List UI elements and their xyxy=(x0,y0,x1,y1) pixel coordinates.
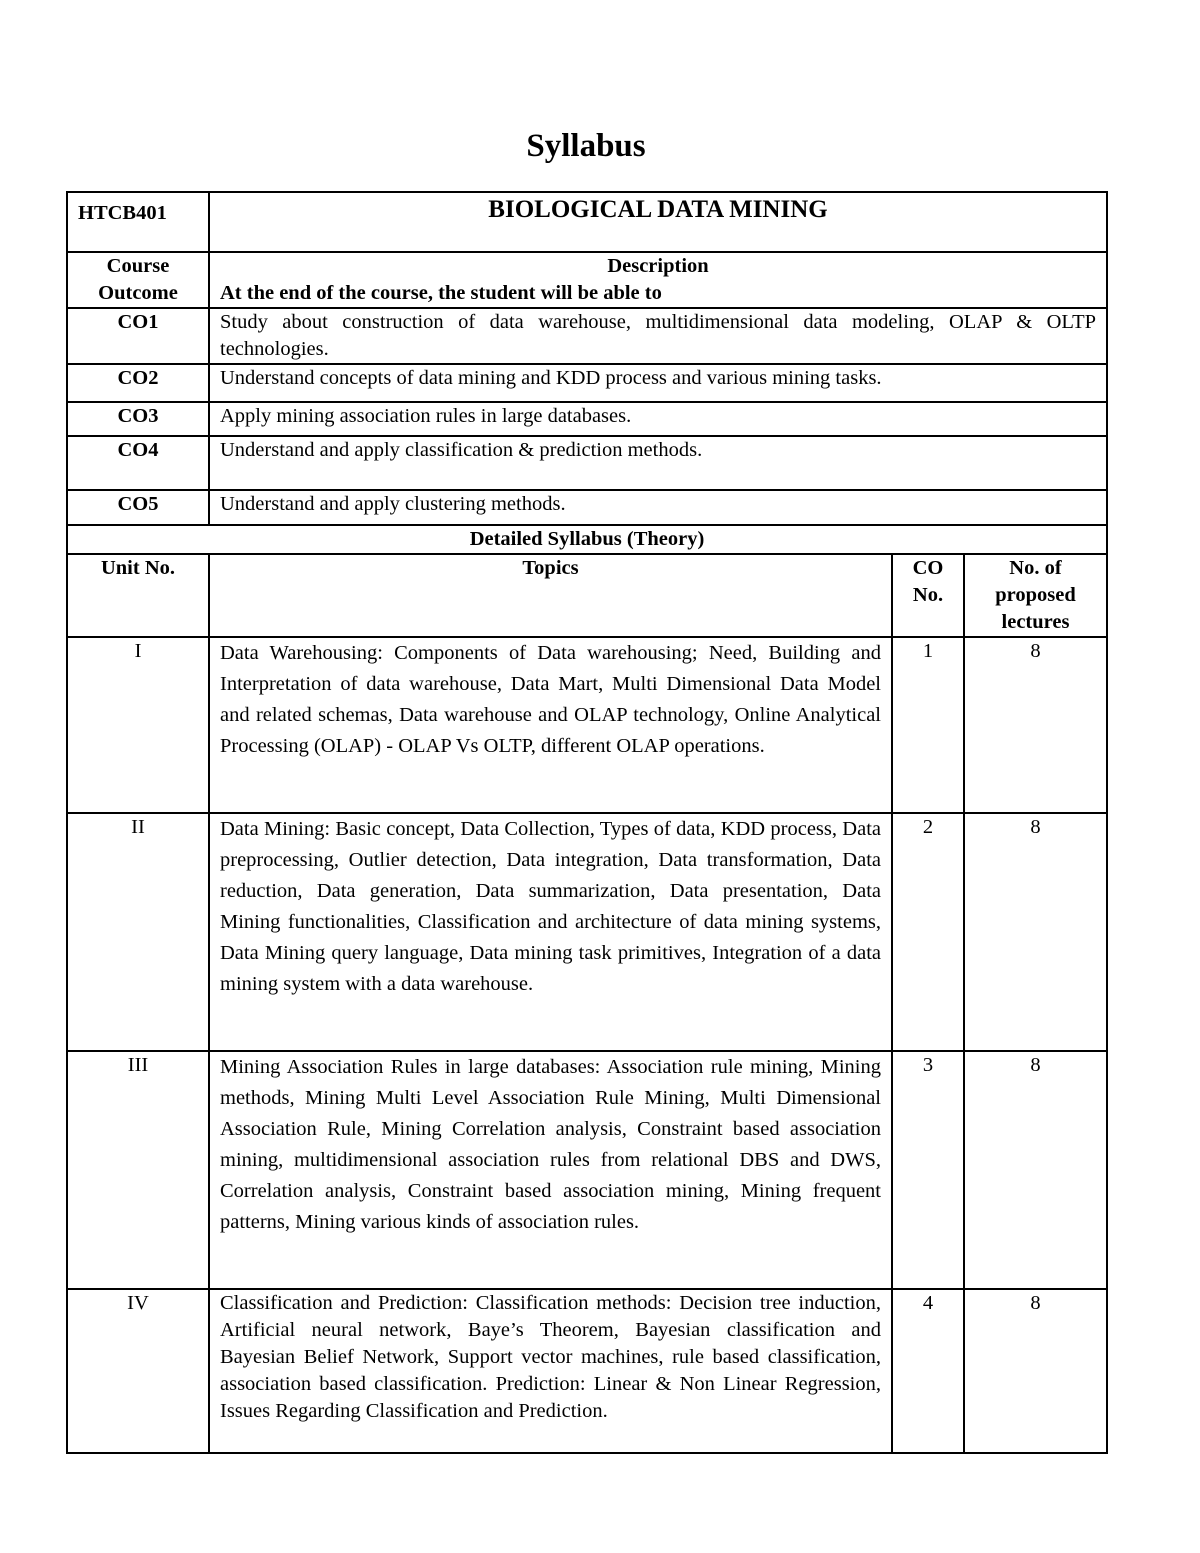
outcome-row xyxy=(67,308,1107,364)
unit-row xyxy=(67,637,1107,813)
outcome-id: CO5 xyxy=(67,490,209,525)
unit-co-no: 1 xyxy=(892,637,964,813)
units-header-row xyxy=(67,554,1107,637)
course-name: BIOLOGICAL DATA MINING xyxy=(209,192,1107,252)
unit-number: III xyxy=(67,1051,209,1289)
unit-lectures: 8 xyxy=(964,813,1107,1051)
unit-co-no: 3 xyxy=(892,1051,964,1289)
unit-topics: Classification and Prediction: Classification methods: Decision tree induction, Artificial neural network, Baye’s Theorem, Bayesian classification and Bayesian Belief Network, Support vector machines, rule based classification, association based classification. Prediction: Linear & Non Linear Regression, Issues Regarding Classification and Prediction. xyxy=(209,1289,892,1453)
syllabus-table xyxy=(66,191,1108,1454)
outcomes-header-row xyxy=(67,252,1107,308)
outcome-text: Understand and apply classification & prediction methods. xyxy=(209,436,1107,490)
unit-topics: Data Warehousing: Components of Data warehousing; Need, Building and Interpretation of data warehouse, Data Mart, Multi Dimensional Data Model and related schemas, Data warehouse and OLAP technology, Online Analytical Processing (OLAP) - OLAP Vs OLTP, different OLAP operations. xyxy=(209,637,892,813)
unit-row xyxy=(67,1289,1107,1453)
course-outcome-header: Course Outcome xyxy=(67,252,209,308)
course-code: HTCB401 xyxy=(67,192,209,252)
unit-topics: Data Mining: Basic concept, Data Collection, Types of data, KDD process, Data preprocessing, Outlier detection, Data integration, Data transformation, Data reduction, Data generation, Data summarization, Data presentation, Data Mining functionalities, Classification and architecture of data mining systems, Data Mining query language, Data mining task primitives, Integration of a data mining system with a data warehouse. xyxy=(209,813,892,1051)
description-header-title: Description xyxy=(607,255,709,277)
unit-number: II xyxy=(67,813,209,1051)
unit-row xyxy=(67,1051,1107,1289)
outcome-row xyxy=(67,364,1107,402)
unit-row xyxy=(67,813,1107,1051)
unit-co-no: 2 xyxy=(892,813,964,1051)
outcome-text: Apply mining association rules in large databases. xyxy=(209,402,1107,436)
unit-no-header: Unit No. xyxy=(67,554,209,637)
unit-lectures: 8 xyxy=(964,637,1107,813)
detailed-syllabus-heading: Detailed Syllabus (Theory) xyxy=(67,525,1107,554)
outcome-row xyxy=(67,490,1107,525)
outcome-text: Study about construction of data warehouse, multidimensional data modeling, OLAP & OLTP technologies. xyxy=(209,308,1107,364)
description-header-subtitle: At the end of the course, the student will be able to xyxy=(220,282,662,304)
outcome-id: CO2 xyxy=(67,364,209,402)
unit-lectures: 8 xyxy=(964,1051,1107,1289)
topics-header: Topics xyxy=(209,554,892,637)
page-title: Syllabus xyxy=(526,128,646,164)
outcome-id: CO3 xyxy=(67,402,209,436)
outcome-row xyxy=(67,436,1107,490)
lectures-header: No. of proposed lectures xyxy=(964,554,1107,637)
co-no-header: CO No. xyxy=(892,554,964,637)
outcome-id: CO4 xyxy=(67,436,209,490)
unit-number: I xyxy=(67,637,209,813)
outcome-text: Understand and apply clustering methods. xyxy=(209,490,1107,525)
detailed-syllabus-row xyxy=(67,525,1107,554)
description-header xyxy=(209,252,1107,308)
outcome-id: CO1 xyxy=(67,308,209,364)
unit-co-no: 4 xyxy=(892,1289,964,1453)
course-header-row xyxy=(67,192,1107,252)
outcome-row xyxy=(67,402,1107,436)
unit-topics: Mining Association Rules in large databases: Association rule mining, Mining methods, Mining Multi Level Association Rule Mining, Multi Dimensional Association Rule, Mining Correlation analysis, Constraint based association mining, multidimensional association rules from relational DBS and DWS, Correlation analysis, Constraint based association mining, Mining frequent patterns, Mining various kinds of association rules. xyxy=(209,1051,892,1289)
unit-lectures: 8 xyxy=(964,1289,1107,1453)
outcome-text: Understand concepts of data mining and KDD process and various mining tasks. xyxy=(209,364,1107,402)
unit-number: IV xyxy=(67,1289,209,1453)
